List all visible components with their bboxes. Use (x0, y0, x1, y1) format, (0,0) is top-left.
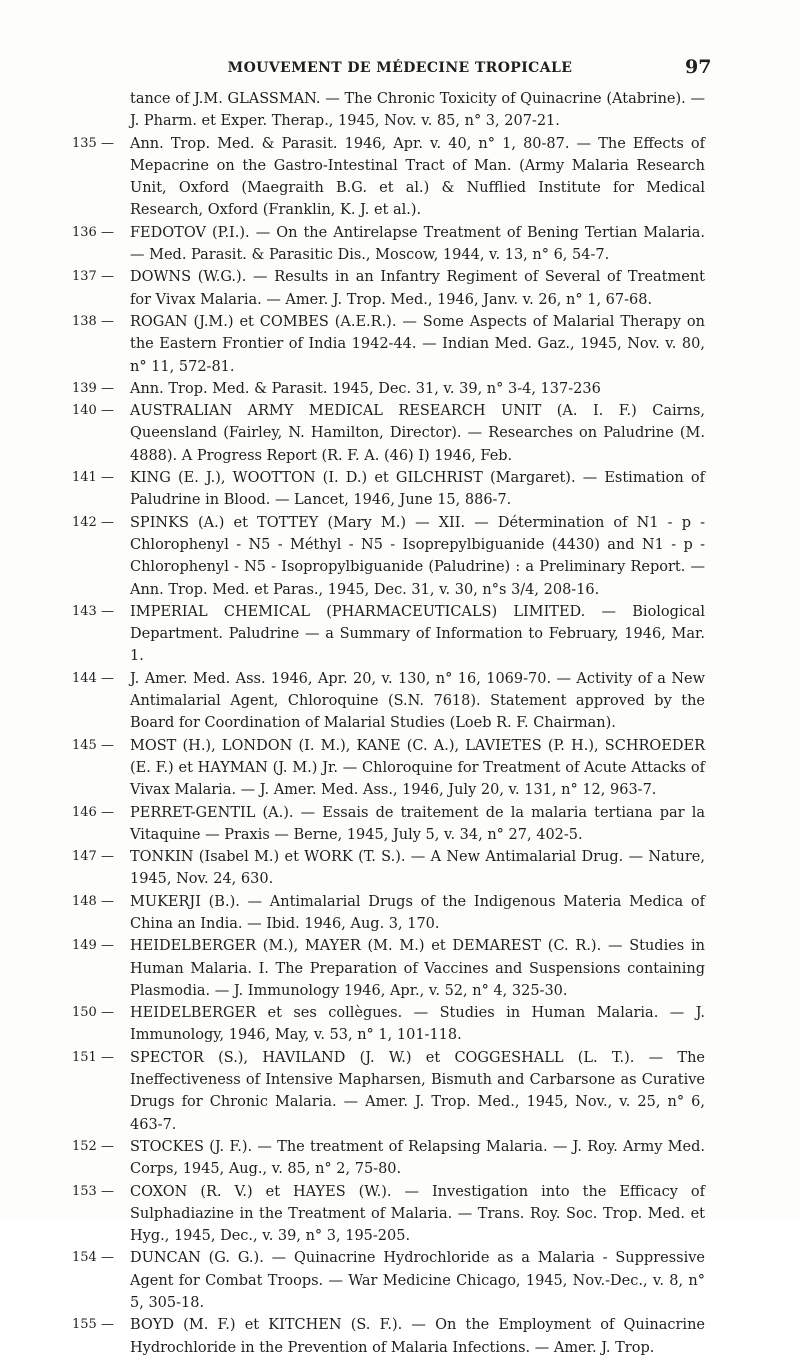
reference-text: SPECTOR (S.), HAVILAND (J. W.) et COGGESHALL (L. T.). — The Ineffectiveness of Intensive Mapharsen, Bismuth and Carbarsone as Curative Drugs for Chronic Malaria. — Amer. J. Trop. Med., 1945, Nov., v. 25, n° 6, 463-7. (130, 1049, 705, 1133)
reference-text: Ann. Trop. Med. & Parasit. 1946, Apr. v. 40, n° 1, 80-87. — The Effects of Mepacrine on the Gastro-Intestinal Tract of Man. (Army Malaria Research Unit, Oxford (Maegraith B.G. et al.) & Nufflied Institute for Medical Research, Oxford (Franklin, K. J. et al.). (130, 135, 705, 219)
reference-text: KING (E. J.), WOOTTON (I. D.) et GILCHRIST (Margaret). — Estimation of Paludrine in Blood. — Lancet, 1946, June 15, 886-7. (130, 470, 705, 509)
reference-number: 140 — (72, 403, 114, 419)
reference-number: 138 — (72, 313, 114, 329)
reference-text: Ann. Trop. Med. & Parasit. 1945, Dec. 31, v. 39, n° 3-4, 137-236 (130, 380, 601, 397)
reference-text: J. Amer. Med. Ass. 1946, Apr. 20, v. 130, n° 16, 1069-70. — Activity of a New Antimalarial Agent, Chloroquine (S.N. 7618). Statement approved by the Board for Coordination of Malarial Studies (Loeb R. F. Chairman). (130, 670, 705, 732)
reference-entry (72, 735, 705, 802)
reference-entry (72, 668, 705, 735)
reference-text: MUKERJI (B.). — Antimalarial Drugs of the Indigenous Materia Medica of China an India. — Ibid. 1946, Aug. 3, 170. (130, 893, 705, 932)
reference-text: PERRET-GENTIL (A.). — Essais de traitement de la malaria tertiana par la Vitaquine — Praxis — Berne, 1945, July 5, v. 34, n° 27, 402-5. (130, 804, 705, 843)
reference-number: 137 — (72, 269, 114, 285)
reference-entry (72, 266, 705, 311)
reference-text: BOYD (M. F.) et KITCHEN (S. F.). — On the Employment of Quinacrine Hydrochloride in the Prevention of Malaria Infections. — Amer. J. Trop. (130, 1317, 705, 1356)
reference-entry (72, 891, 705, 936)
reference-number: 142 — (72, 514, 114, 530)
page-number: 97 (685, 56, 712, 78)
reference-entry (72, 1181, 705, 1248)
reference-number: 139 — (72, 380, 114, 396)
reference-continuation (130, 88, 705, 133)
reference-list (0, 88, 800, 1359)
reference-text: FEDOTOV (P.I.). — On the Antirelapse Treatment of Bening Tertian Malaria. — Med. Parasit. & Parasitic Dis., Moscow, 1944, v. 13, n° 6, 54-7. (130, 224, 705, 264)
reference-entry (72, 1314, 705, 1359)
reference-text: MOST (H.), LONDON (I. M.), KANE (C. A.), LAVIETES (P. H.), SCHROEDER (E. F.) et HAYMAN (J. M.) Jr. — Chloroquine for Treatment of Acute Attacks of Vivax Malaria. — J. Amer. Med. Ass., 1946, July 20, v. 131, n° 12, 963-7. (130, 737, 705, 799)
reference-number: 148 — (72, 893, 114, 909)
reference-text: HEIDELBERGER (M.), MAYER (M. M.) et DEMAREST (C. R.). — Studies in Human Malaria. I. The Preparation of Vaccines and Suspensions containing Plasmodia. — J. Immunology 1946, Apr., v. 52, n° 4, 325-30. (130, 938, 705, 999)
reference-text: SPINKS (A.) et TOTTEY (Mary M.) — XII. — Détermination of N1 - p - Chlorophenyl - N5 - Méthyl - N5 - Isoprepylbiguanide (4430) and N1 - p - Chlorophenyl - N5 - Isopropylbiguanide (Paludrine) : a Preliminary Report. — Ann. Trop. Med. et Paras., 1945, Dec. 31, v. 30, n°s 3/4, 208-16. (130, 514, 705, 598)
reference-text: STOCKES (J. F.). — The treatment of Relapsing Malaria. — J. Roy. Army Med. Corps, 1945, Aug., v. 85, n° 2, 75-80. (130, 1138, 705, 1178)
reference-number: 135 — (72, 135, 114, 151)
reference-text: IMPERIAL CHEMICAL (PHARMACEUTICALS) LIMITED. — Biological Department. Paludrine — a Summary of Information to February, 1946, Mar. 1. (130, 603, 705, 665)
reference-text: tance of J.M. GLASSMAN. — The Chronic Toxicity of Quinacrine (Atabrine). — J. Pharm. et Exper. Therap., 1945, Nov. v. 85, n° 3, 207-21. (130, 91, 705, 130)
reference-number: 153 — (72, 1183, 114, 1199)
reference-number: 149 — (72, 938, 114, 954)
reference-text: AUSTRALIAN ARMY MEDICAL RESEARCH UNIT (A. I. F.) Cairns, Queensland (Fairley, N. Hamilton, Director). — Researches on Paludrine (M. 4888). A Progress Report (R. F. A. (46) I) 1946, Feb. (130, 403, 705, 464)
reference-number: 147 — (72, 849, 114, 865)
reference-entry (72, 1247, 705, 1314)
reference-number: 145 — (72, 737, 114, 753)
reference-text: TONKIN (Isabel M.) et WORK (T. S.). — A New Antimalarial Drug. — Nature, 1945, Nov. 24, 630. (130, 849, 705, 888)
reference-entry (72, 601, 705, 668)
reference-text: ROGAN (J.M.) et COMBES (A.E.R.). — Some Aspects of Malarial Therapy on the Eastern Frontier of India 1942-44. — Indian Med. Gaz., 1945, Nov. v. 80, n° 11, 572-81. (130, 313, 705, 375)
reference-entry (72, 1047, 705, 1136)
reference-entry (72, 1136, 705, 1181)
reference-text: DOWNS (W.G.). — Results in an Infantry Regiment of Several of Treatment for Vivax Malaria. — Amer. J. Trop. Med., 1946, Janv. v. 26, n° 1, 67-68. (130, 269, 705, 308)
reference-number: 144 — (72, 670, 114, 686)
reference-number: 154 — (72, 1250, 114, 1266)
reference-entry (72, 311, 705, 378)
reference-entry (72, 222, 705, 267)
reference-entry (72, 378, 705, 400)
reference-number: 152 — (72, 1138, 114, 1154)
reference-number: 141 — (72, 470, 114, 486)
reference-text: HEIDELBERGER et ses collègues. — Studies in Human Malaria. — J. Immunology, 1946, May, v. 53, n° 1, 101-118. (130, 1005, 705, 1044)
reference-entry (72, 802, 705, 847)
reference-number: 143 — (72, 603, 114, 619)
running-title: MOUVEMENT DE MÉDECINE TROPICALE (227, 60, 573, 76)
reference-entry (72, 935, 705, 1002)
reference-entry (72, 512, 705, 601)
reference-number: 146 — (72, 804, 114, 820)
reference-entry (72, 1002, 705, 1047)
reference-entry (72, 846, 705, 891)
reference-number: 155 — (72, 1317, 114, 1333)
reference-entry (72, 400, 705, 467)
reference-text: COXON (R. V.) et HAYES (W.). — Investigation into the Efficacy of Sulphadiazine in the Treatment of Malaria. — Trans. Roy. Soc. Trop. Med. et Hyg., 1945, Dec., v. 39, n° 3, 195-205. (130, 1183, 705, 1245)
reference-number: 136 — (72, 224, 114, 240)
reference-number: 150 — (72, 1005, 114, 1021)
reference-entry (72, 133, 705, 222)
reference-number: 151 — (72, 1049, 114, 1065)
reference-entry (72, 467, 705, 512)
reference-text: DUNCAN (G. G.). — Quinacrine Hydrochloride as a Malaria - Suppressive Agent for Combat Troops. — War Medicine Chicago, 1945, Nov.-Dec., v. 8, n° 5, 305-18. (130, 1250, 705, 1312)
